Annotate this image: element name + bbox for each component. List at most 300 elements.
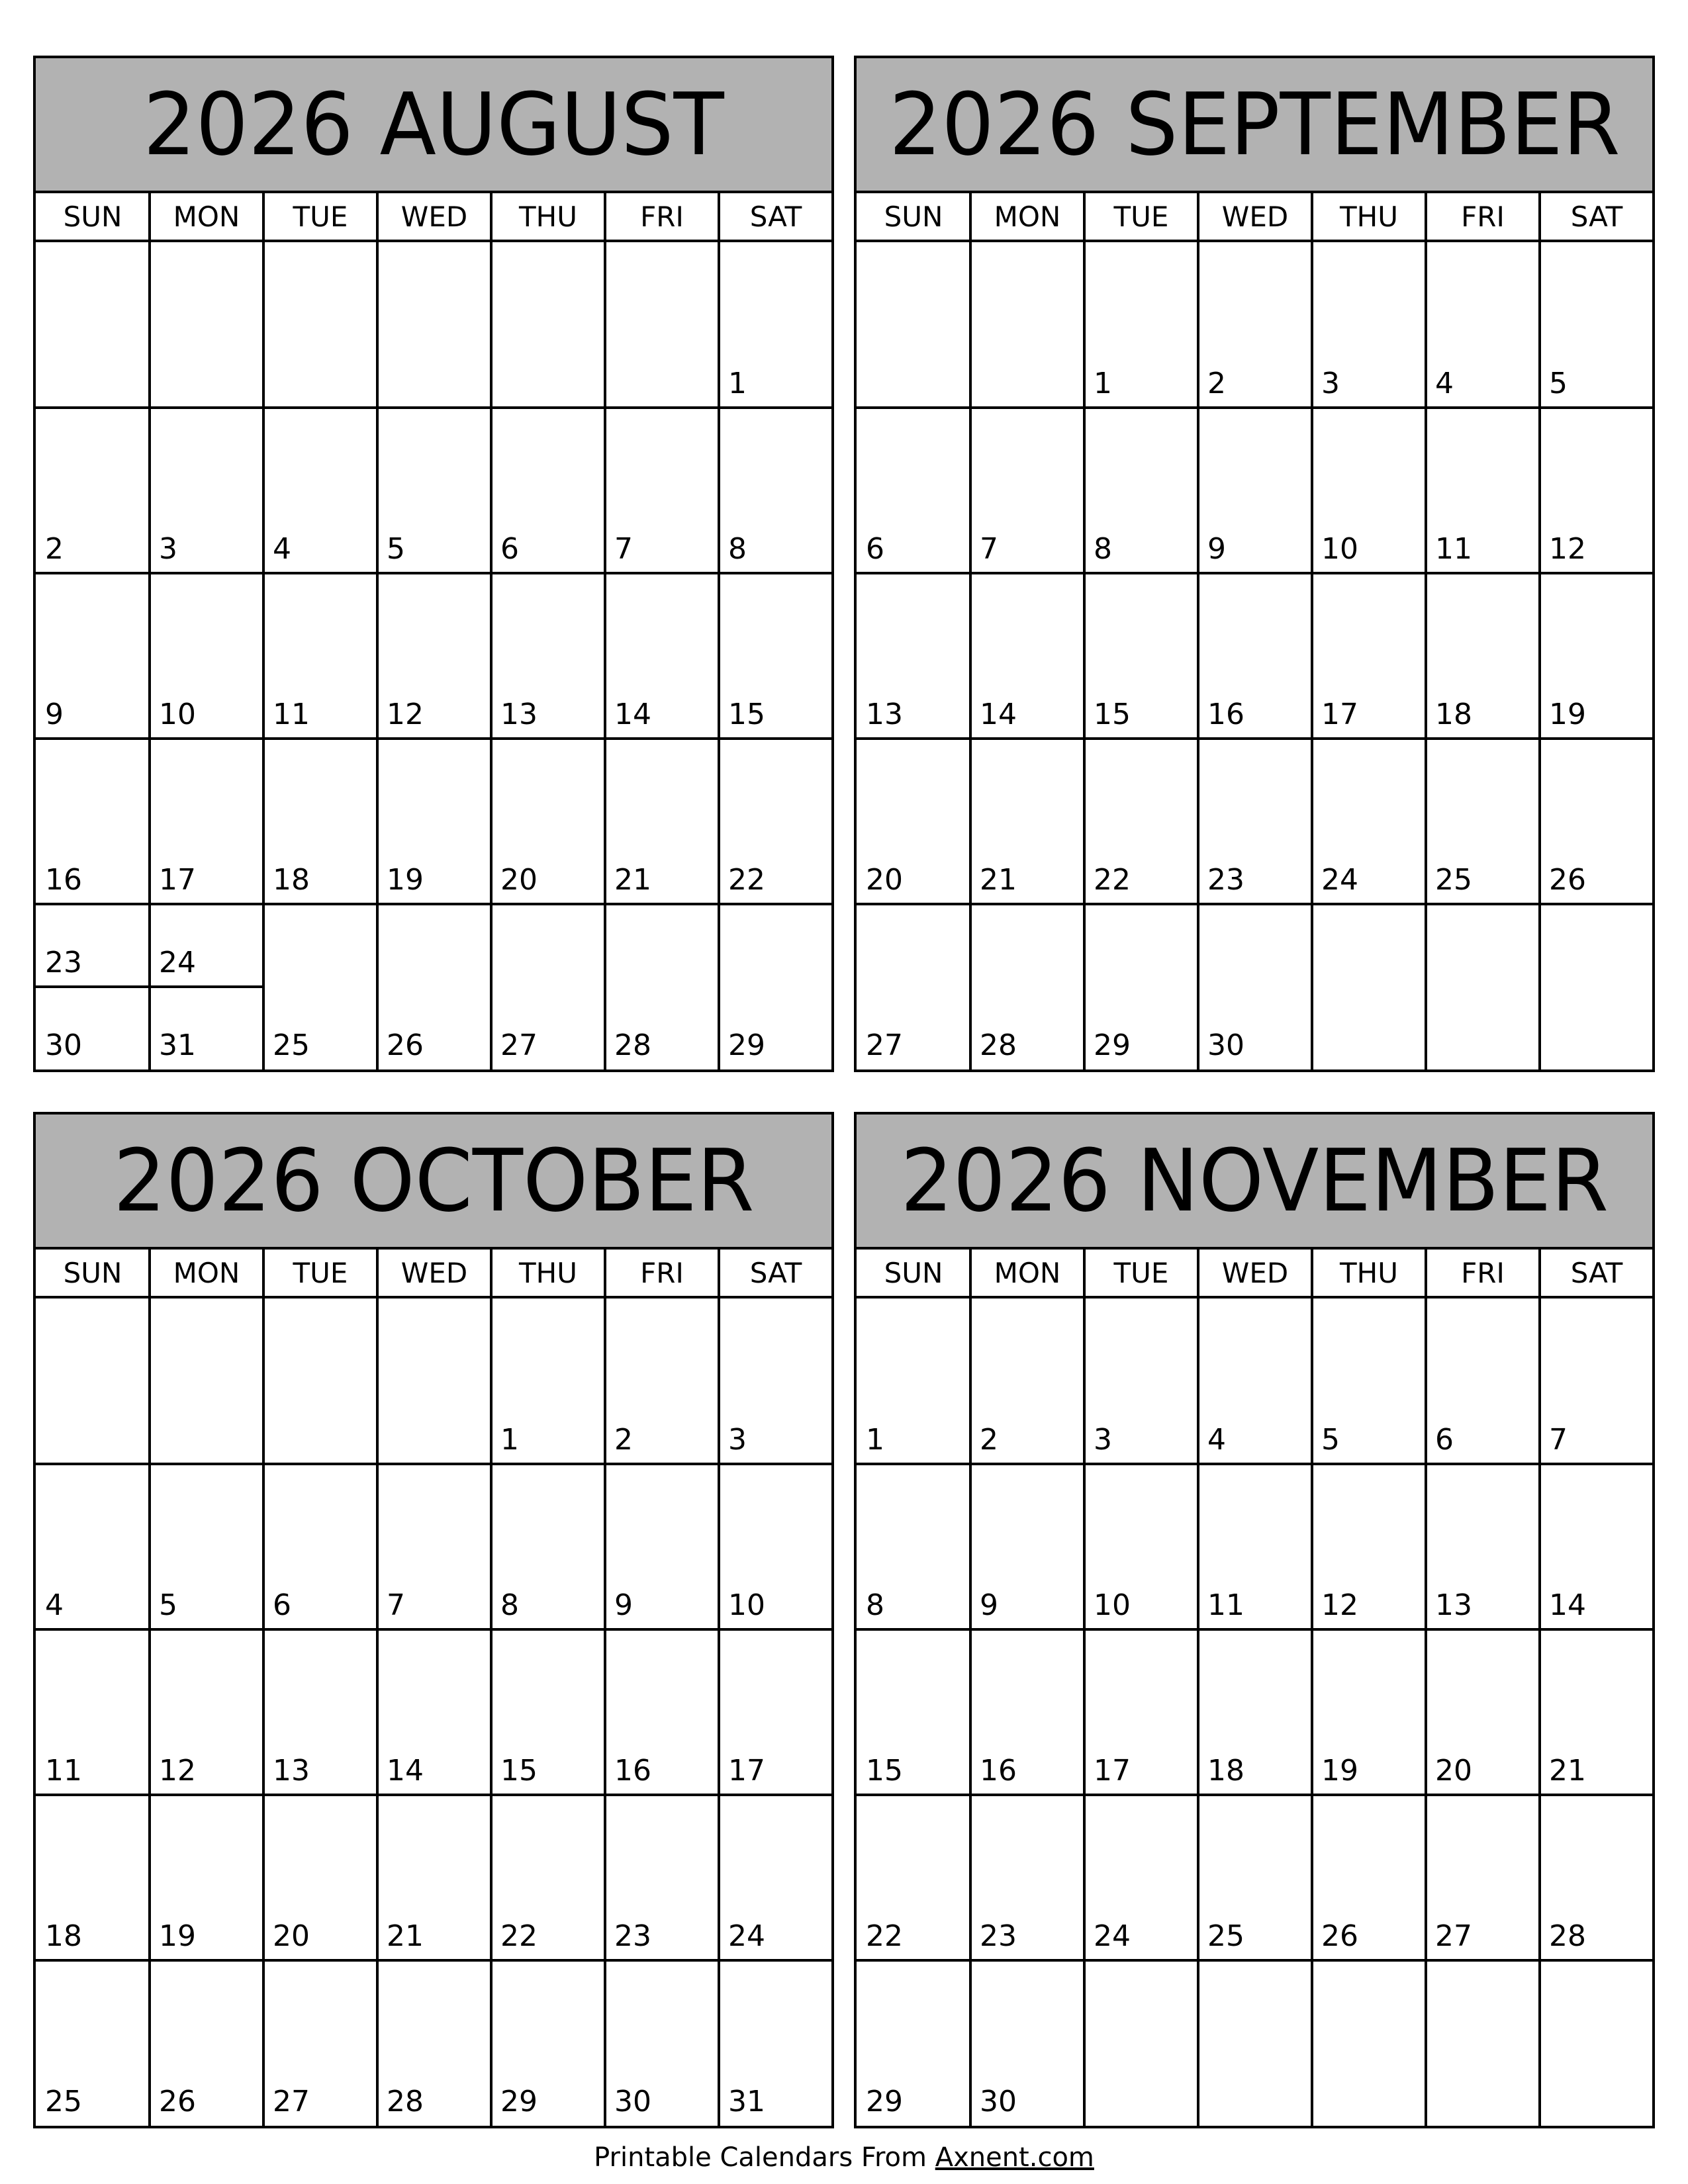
weekday-label: THU bbox=[519, 1256, 577, 1289]
day-number: 1 bbox=[1094, 367, 1112, 400]
day-number: 12 bbox=[1549, 532, 1586, 566]
footer-credit bbox=[0, 2144, 1688, 2171]
weekday-label: SUN bbox=[63, 1256, 122, 1289]
day-cell bbox=[1084, 242, 1198, 408]
day-grid bbox=[36, 1298, 831, 2126]
weekday-label: SUN bbox=[884, 1256, 943, 1289]
day-cell bbox=[377, 1960, 491, 2126]
day-cell bbox=[36, 573, 150, 739]
day-number: 31 bbox=[159, 1028, 196, 1062]
day-cell bbox=[857, 1298, 970, 1464]
day-cell bbox=[970, 1795, 1084, 1960]
day-number: 9 bbox=[45, 698, 64, 731]
day-number: 5 bbox=[1549, 367, 1568, 400]
day-cell bbox=[970, 408, 1084, 573]
weekday-label: FRI bbox=[1461, 1256, 1505, 1289]
day-number: 23 bbox=[1207, 863, 1244, 897]
column-divider bbox=[1425, 1250, 1427, 1296]
day-number: 26 bbox=[1321, 1919, 1358, 1953]
day-number: 14 bbox=[1549, 1588, 1586, 1622]
day-cell bbox=[36, 1960, 150, 2126]
day-number: 4 bbox=[1435, 367, 1454, 400]
day-cell bbox=[1426, 242, 1540, 408]
day-cell bbox=[1198, 904, 1312, 1069]
day-cell bbox=[150, 408, 263, 573]
weekday-label: SAT bbox=[749, 200, 802, 233]
day-number: 2 bbox=[45, 532, 64, 566]
day-number: 28 bbox=[614, 1028, 651, 1062]
day-cell bbox=[491, 1464, 605, 1629]
day-number: 8 bbox=[866, 1588, 884, 1622]
day-number: 1 bbox=[728, 367, 747, 400]
day-number: 19 bbox=[387, 863, 424, 897]
column-divider bbox=[148, 193, 151, 240]
weekday-label: SAT bbox=[749, 1256, 802, 1289]
day-number: 9 bbox=[1207, 532, 1226, 566]
day-number: 21 bbox=[980, 863, 1017, 897]
day-number: 2 bbox=[1207, 367, 1226, 400]
day-number: 11 bbox=[1207, 1588, 1244, 1622]
day-number: 19 bbox=[1549, 698, 1586, 731]
day-cell bbox=[605, 573, 719, 739]
day-number: 24 bbox=[1321, 863, 1358, 897]
day-number: 12 bbox=[159, 1754, 196, 1788]
day-cell bbox=[719, 1464, 833, 1629]
day-cell bbox=[719, 242, 833, 408]
column-divider bbox=[969, 1250, 972, 1296]
day-cell bbox=[377, 408, 491, 573]
day-number: 26 bbox=[159, 2085, 196, 2118]
day-cell bbox=[857, 408, 970, 573]
day-number: 29 bbox=[728, 1028, 765, 1062]
weekday-label: WED bbox=[400, 1256, 468, 1289]
split-cell-divider bbox=[36, 985, 150, 988]
day-number: 18 bbox=[273, 863, 310, 897]
day-cell bbox=[1084, 408, 1198, 573]
day-cell bbox=[605, 904, 719, 1069]
day-cell bbox=[970, 739, 1084, 904]
day-number: 27 bbox=[273, 2085, 310, 2118]
day-number: 10 bbox=[159, 698, 196, 731]
day-cell bbox=[150, 1795, 263, 1960]
day-cell bbox=[263, 573, 377, 739]
month-title-bar bbox=[36, 58, 831, 193]
day-number: 22 bbox=[1094, 863, 1131, 897]
day-number: 24 bbox=[728, 1919, 765, 1953]
month-title: 2026 OCTOBER bbox=[113, 1130, 755, 1231]
day-number: 15 bbox=[500, 1754, 538, 1788]
day-cell bbox=[263, 904, 377, 1069]
weekday-label: MON bbox=[994, 200, 1061, 233]
day-number: 3 bbox=[728, 1423, 747, 1457]
empty-day-cell bbox=[1198, 1960, 1312, 2126]
day-cell bbox=[150, 1464, 263, 1629]
day-grid bbox=[857, 1298, 1652, 2126]
day-number: 17 bbox=[1321, 698, 1358, 731]
day-cell bbox=[719, 904, 833, 1069]
day-number: 12 bbox=[387, 698, 424, 731]
day-cell bbox=[1540, 739, 1654, 904]
day-number: 17 bbox=[1094, 1754, 1131, 1788]
month-title-bar bbox=[857, 1115, 1652, 1250]
column-divider bbox=[969, 193, 972, 240]
day-cell bbox=[150, 1960, 263, 2126]
day-cell bbox=[857, 904, 970, 1069]
day-number: 22 bbox=[866, 1919, 903, 1953]
day-cell bbox=[857, 1464, 970, 1629]
empty-day-cell bbox=[150, 242, 263, 408]
day-number: 27 bbox=[866, 1028, 903, 1062]
day-number: 30 bbox=[980, 2085, 1017, 2118]
day-number: 4 bbox=[273, 532, 291, 566]
day-cell bbox=[491, 1795, 605, 1960]
day-number: 5 bbox=[1321, 1423, 1340, 1457]
day-cell bbox=[150, 739, 263, 904]
day-cell bbox=[970, 1629, 1084, 1795]
day-number: 4 bbox=[45, 1588, 64, 1622]
day-number: 29 bbox=[866, 2085, 903, 2118]
column-divider bbox=[490, 193, 492, 240]
day-number: 21 bbox=[387, 1919, 424, 1953]
weekday-label: TUE bbox=[1113, 200, 1169, 233]
day-cell bbox=[719, 739, 833, 904]
day-cell bbox=[263, 1960, 377, 2126]
day-cell bbox=[1426, 408, 1540, 573]
month-title-bar bbox=[36, 1115, 831, 1250]
day-number: 26 bbox=[1549, 863, 1586, 897]
day-number: 28 bbox=[1549, 1919, 1586, 1953]
day-number: 16 bbox=[1207, 698, 1244, 731]
weekday-header-row bbox=[36, 193, 831, 242]
day-cell bbox=[1312, 739, 1426, 904]
month-title: 2026 SEPTEMBER bbox=[888, 74, 1620, 175]
day-number: 25 bbox=[1435, 863, 1472, 897]
day-number: 6 bbox=[1435, 1423, 1454, 1457]
column-divider bbox=[1083, 1250, 1086, 1296]
day-cell bbox=[719, 1629, 833, 1795]
day-number: 27 bbox=[500, 1028, 538, 1062]
column-divider bbox=[490, 1250, 492, 1296]
day-cell bbox=[1198, 242, 1312, 408]
day-number: 30 bbox=[1207, 1028, 1244, 1062]
day-number: 27 bbox=[1435, 1919, 1472, 1953]
column-divider bbox=[604, 193, 606, 240]
weekday-label: SAT bbox=[1570, 1256, 1623, 1289]
day-cell bbox=[263, 1629, 377, 1795]
day-number: 10 bbox=[1321, 532, 1358, 566]
day-number: 2 bbox=[980, 1423, 998, 1457]
day-cell bbox=[377, 573, 491, 739]
day-cell bbox=[1540, 242, 1654, 408]
day-number: 23 bbox=[45, 946, 82, 979]
column-divider bbox=[376, 193, 379, 240]
empty-day-cell bbox=[263, 242, 377, 408]
empty-day-cell bbox=[605, 242, 719, 408]
footer-text: Printable Calendars From bbox=[594, 2142, 927, 2173]
day-number: 18 bbox=[45, 1919, 82, 1953]
day-cell bbox=[605, 739, 719, 904]
column-divider bbox=[1311, 1250, 1313, 1296]
day-number: 17 bbox=[159, 863, 196, 897]
month-title: 2026 NOVEMBER bbox=[900, 1130, 1609, 1231]
day-cell bbox=[1312, 573, 1426, 739]
empty-day-cell bbox=[377, 1298, 491, 1464]
column-divider bbox=[148, 1250, 151, 1296]
empty-day-cell bbox=[491, 242, 605, 408]
day-number: 6 bbox=[866, 532, 884, 566]
day-cell bbox=[1312, 1298, 1426, 1464]
day-number: 7 bbox=[1549, 1423, 1568, 1457]
day-cell bbox=[1084, 739, 1198, 904]
weekday-header-row bbox=[857, 193, 1652, 242]
day-cell bbox=[36, 1464, 150, 1629]
weekday-label: MON bbox=[994, 1256, 1061, 1289]
day-number: 3 bbox=[1094, 1423, 1112, 1457]
day-cell bbox=[491, 904, 605, 1069]
column-divider bbox=[376, 1250, 379, 1296]
day-cell bbox=[857, 1960, 970, 2126]
day-cell bbox=[1426, 1298, 1540, 1464]
day-number: 7 bbox=[980, 532, 998, 566]
day-cell bbox=[1198, 1298, 1312, 1464]
day-cell bbox=[1198, 408, 1312, 573]
day-cell bbox=[1198, 1795, 1312, 1960]
day-number: 3 bbox=[159, 532, 177, 566]
day-cell bbox=[36, 1629, 150, 1795]
day-number: 25 bbox=[45, 2085, 82, 2118]
day-number: 20 bbox=[500, 863, 538, 897]
day-cell bbox=[1426, 573, 1540, 739]
weekday-label: THU bbox=[519, 200, 577, 233]
day-cell bbox=[377, 904, 491, 1069]
day-number: 5 bbox=[159, 1588, 177, 1622]
day-cell bbox=[719, 573, 833, 739]
empty-day-cell bbox=[970, 242, 1084, 408]
empty-day-cell bbox=[36, 1298, 150, 1464]
day-cell bbox=[1426, 1629, 1540, 1795]
column-divider bbox=[718, 1250, 720, 1296]
empty-day-cell bbox=[857, 242, 970, 408]
day-cell bbox=[377, 1795, 491, 1960]
day-cell bbox=[1198, 1629, 1312, 1795]
day-number: 5 bbox=[387, 532, 405, 566]
day-number: 20 bbox=[866, 863, 903, 897]
column-divider bbox=[604, 1250, 606, 1296]
day-cell bbox=[263, 1464, 377, 1629]
day-number: 25 bbox=[273, 1028, 310, 1062]
footer-link[interactable]: Axnent.com bbox=[935, 2142, 1094, 2173]
day-cell bbox=[36, 408, 150, 573]
day-number: 10 bbox=[728, 1588, 765, 1622]
day-cell bbox=[150, 573, 263, 739]
day-cell bbox=[719, 408, 833, 573]
day-cell bbox=[605, 1298, 719, 1464]
day-cell bbox=[491, 1298, 605, 1464]
month-november bbox=[854, 1112, 1655, 2128]
day-cell bbox=[36, 739, 150, 904]
day-cell bbox=[263, 1795, 377, 1960]
day-cell bbox=[1084, 1629, 1198, 1795]
column-divider bbox=[1311, 193, 1313, 240]
day-cell bbox=[491, 408, 605, 573]
day-cell bbox=[605, 1960, 719, 2126]
day-number: 29 bbox=[500, 2085, 538, 2118]
day-number: 20 bbox=[1435, 1754, 1472, 1788]
weekday-label: SUN bbox=[63, 200, 122, 233]
day-cell bbox=[491, 739, 605, 904]
weekday-label: MON bbox=[173, 200, 240, 233]
empty-day-cell bbox=[1312, 1960, 1426, 2126]
day-number: 11 bbox=[1435, 532, 1472, 566]
day-cell bbox=[605, 1795, 719, 1960]
day-number: 11 bbox=[45, 1754, 82, 1788]
day-number: 28 bbox=[980, 1028, 1017, 1062]
day-number: 19 bbox=[1321, 1754, 1358, 1788]
day-number: 1 bbox=[866, 1423, 884, 1457]
empty-day-cell bbox=[150, 1298, 263, 1464]
day-number: 23 bbox=[980, 1919, 1017, 1953]
day-number: 24 bbox=[159, 946, 196, 979]
weekday-header-row bbox=[36, 1250, 831, 1298]
day-cell bbox=[1426, 739, 1540, 904]
day-cell bbox=[377, 1629, 491, 1795]
column-divider bbox=[718, 193, 720, 240]
day-number: 29 bbox=[1094, 1028, 1131, 1062]
weekday-label: WED bbox=[1221, 1256, 1289, 1289]
day-cell bbox=[491, 1629, 605, 1795]
day-number: 12 bbox=[1321, 1588, 1358, 1622]
day-cell bbox=[1084, 1298, 1198, 1464]
weekday-label: SUN bbox=[884, 200, 943, 233]
day-cell bbox=[719, 1795, 833, 1960]
day-grid bbox=[36, 242, 831, 1069]
day-cell bbox=[1084, 1464, 1198, 1629]
day-number: 16 bbox=[614, 1754, 651, 1788]
day-number: 22 bbox=[728, 863, 765, 897]
day-number: 21 bbox=[1549, 1754, 1586, 1788]
day-cell bbox=[263, 408, 377, 573]
weekday-label: THU bbox=[1340, 1256, 1398, 1289]
day-cell bbox=[857, 1795, 970, 1960]
day-number: 8 bbox=[500, 1588, 519, 1622]
day-cell bbox=[1198, 573, 1312, 739]
day-number: 22 bbox=[500, 1919, 538, 1953]
day-cell bbox=[970, 1464, 1084, 1629]
day-number: 26 bbox=[387, 1028, 424, 1062]
weekday-label: WED bbox=[400, 200, 468, 233]
day-number: 7 bbox=[614, 532, 633, 566]
empty-day-cell bbox=[263, 1298, 377, 1464]
day-number: 14 bbox=[980, 698, 1017, 731]
day-cell bbox=[36, 987, 150, 1069]
day-cell bbox=[605, 1629, 719, 1795]
split-cell-divider bbox=[150, 985, 263, 988]
day-number: 6 bbox=[273, 1588, 291, 1622]
month-september bbox=[854, 56, 1655, 1072]
empty-day-cell bbox=[36, 242, 150, 408]
day-number: 13 bbox=[866, 698, 903, 731]
weekday-label: TUE bbox=[293, 1256, 348, 1289]
month-title-bar bbox=[857, 58, 1652, 193]
day-number: 4 bbox=[1207, 1423, 1226, 1457]
day-number: 30 bbox=[614, 2085, 651, 2118]
day-cell bbox=[263, 739, 377, 904]
day-cell bbox=[1426, 1464, 1540, 1629]
day-cell bbox=[1084, 573, 1198, 739]
day-number: 21 bbox=[614, 863, 651, 897]
month-october bbox=[33, 1112, 834, 2128]
day-number: 9 bbox=[980, 1588, 998, 1622]
weekday-label: FRI bbox=[640, 1256, 684, 1289]
day-cell bbox=[857, 739, 970, 904]
day-number: 17 bbox=[728, 1754, 765, 1788]
empty-day-cell bbox=[1426, 904, 1540, 1069]
weekday-label: TUE bbox=[1113, 1256, 1169, 1289]
day-cell bbox=[1312, 1795, 1426, 1960]
day-cell bbox=[377, 739, 491, 904]
day-cell bbox=[970, 573, 1084, 739]
day-grid bbox=[857, 242, 1652, 1069]
day-cell bbox=[377, 1464, 491, 1629]
column-divider bbox=[262, 1250, 265, 1296]
column-divider bbox=[1538, 193, 1541, 240]
day-cell bbox=[719, 1960, 833, 2126]
day-number: 20 bbox=[273, 1919, 310, 1953]
day-cell bbox=[857, 1629, 970, 1795]
day-cell bbox=[970, 904, 1084, 1069]
day-cell bbox=[1540, 573, 1654, 739]
weekday-label: FRI bbox=[1461, 200, 1505, 233]
day-cell bbox=[1540, 1629, 1654, 1795]
weekday-label: TUE bbox=[293, 200, 348, 233]
day-number: 16 bbox=[45, 863, 82, 897]
day-cell bbox=[36, 1795, 150, 1960]
column-divider bbox=[262, 193, 265, 240]
day-number: 24 bbox=[1094, 1919, 1131, 1953]
day-cell bbox=[1540, 1464, 1654, 1629]
day-number: 30 bbox=[45, 1028, 82, 1062]
day-cell bbox=[1312, 1464, 1426, 1629]
column-divider bbox=[1425, 193, 1427, 240]
day-number: 2 bbox=[614, 1423, 633, 1457]
day-cell bbox=[36, 904, 150, 987]
day-number: 14 bbox=[614, 698, 651, 731]
day-cell bbox=[491, 573, 605, 739]
day-number: 18 bbox=[1435, 698, 1472, 731]
day-cell bbox=[1540, 1298, 1654, 1464]
day-cell bbox=[150, 1629, 263, 1795]
day-number: 6 bbox=[500, 532, 519, 566]
day-cell bbox=[1540, 1795, 1654, 1960]
empty-day-cell bbox=[1540, 904, 1654, 1069]
day-cell bbox=[970, 1960, 1084, 2126]
empty-day-cell bbox=[1540, 1960, 1654, 2126]
day-number: 15 bbox=[1094, 698, 1131, 731]
day-cell bbox=[150, 904, 263, 987]
empty-day-cell bbox=[1312, 904, 1426, 1069]
day-number: 25 bbox=[1207, 1919, 1244, 1953]
column-divider bbox=[1538, 1250, 1541, 1296]
day-number: 8 bbox=[1094, 532, 1112, 566]
day-number: 13 bbox=[500, 698, 538, 731]
day-number: 18 bbox=[1207, 1754, 1244, 1788]
empty-day-cell bbox=[1426, 1960, 1540, 2126]
day-number: 15 bbox=[728, 698, 765, 731]
day-cell bbox=[1426, 1795, 1540, 1960]
day-cell bbox=[150, 987, 263, 1069]
day-number: 9 bbox=[614, 1588, 633, 1622]
day-number: 11 bbox=[273, 698, 310, 731]
